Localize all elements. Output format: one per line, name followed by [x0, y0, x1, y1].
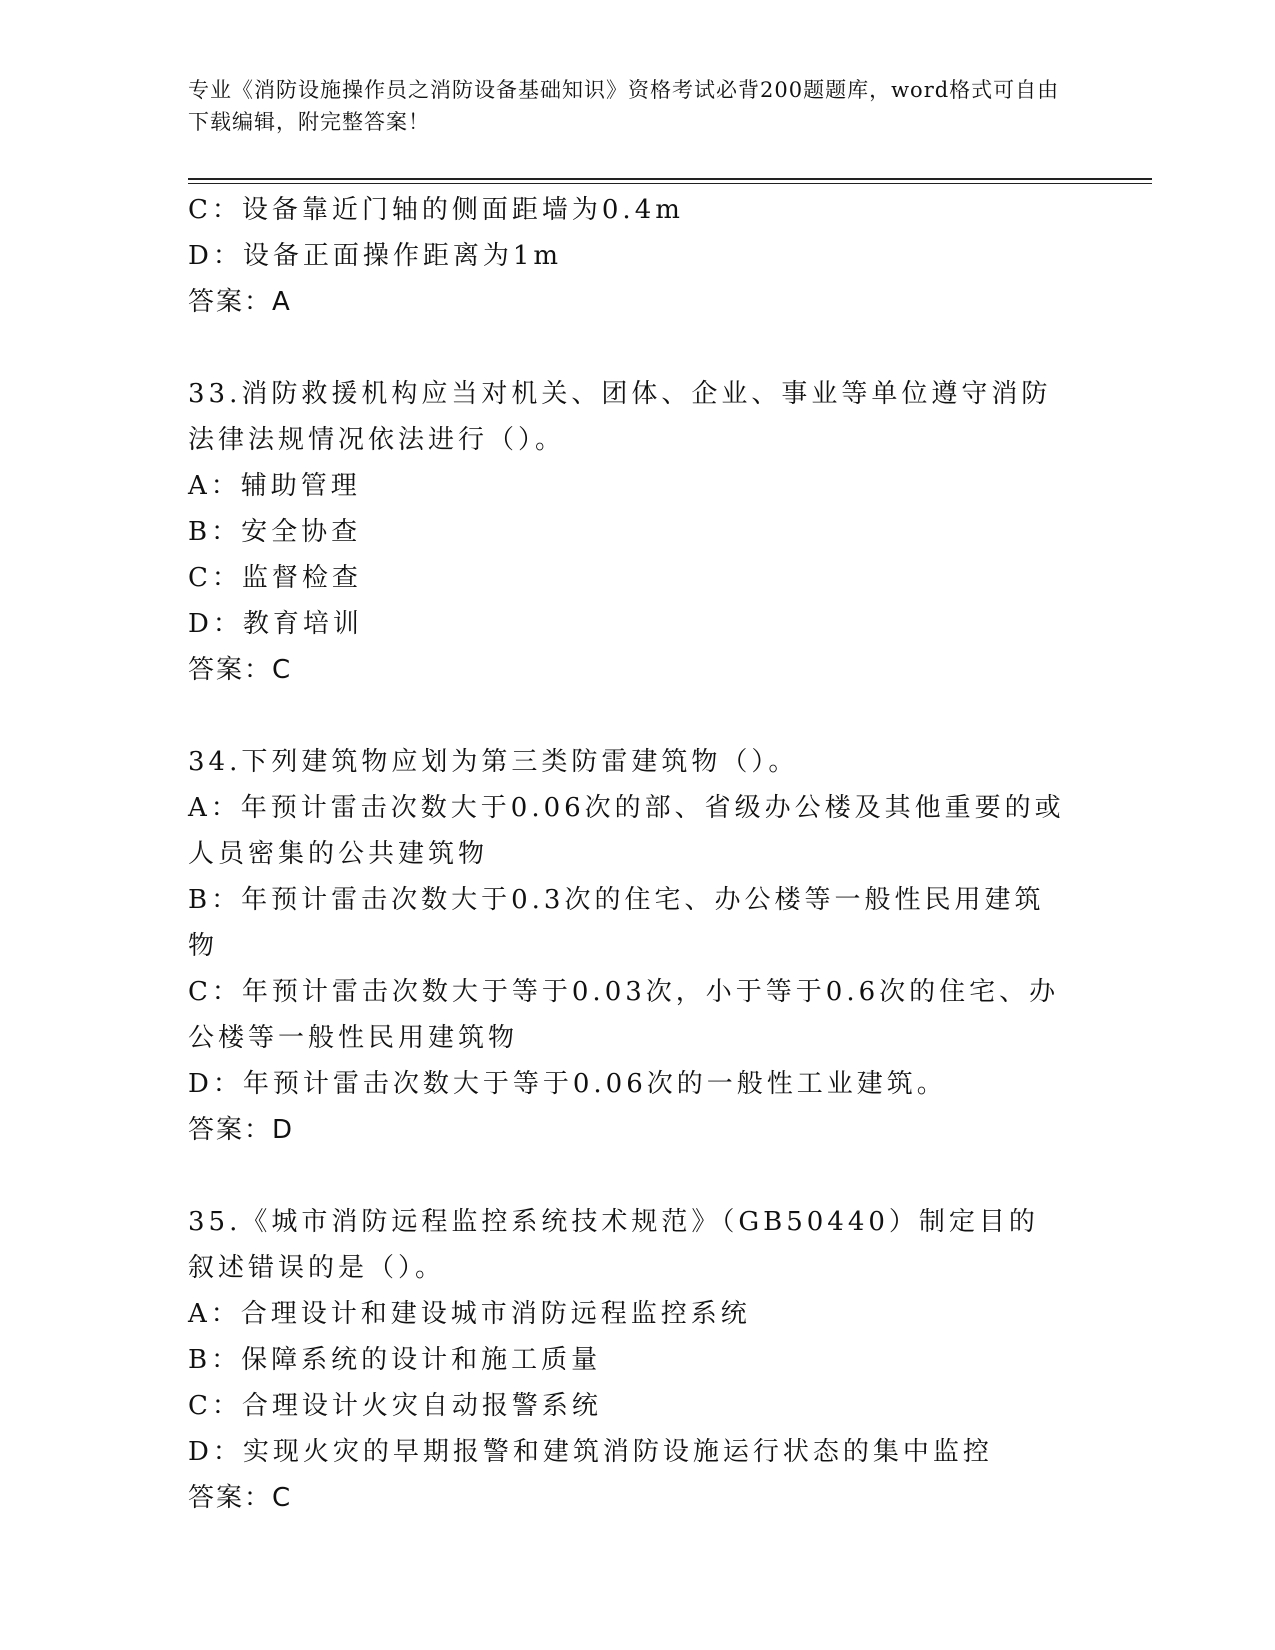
question-spacer	[188, 693, 1068, 739]
question-stem: 33.消防救援机构应当对机关、团体、企业、事业等单位遵守消防法律法规情况依法进行（）。	[188, 379, 1052, 455]
option-a: A：年预计雷击次数大于0.06次的部、省级办公楼及其他重要的或人员密集的公共建筑物	[188, 793, 1065, 869]
answer-line: 答案：A	[188, 287, 292, 317]
option-d: D：年预计雷击次数大于等于0.06次的一般性工业建筑。	[188, 1069, 947, 1099]
header-divider-thick	[188, 178, 1152, 180]
question-34	[188, 739, 1068, 1153]
question-spacer	[188, 1153, 1068, 1199]
option-b: B：安全协查	[188, 517, 362, 547]
question-stem: 34.下列建筑物应划为第三类防雷建筑物（）。	[188, 747, 799, 777]
document-header: 专业《消防设施操作员之消防设备基础知识》资格考试必背200题题库，word格式可自由下载编辑，附完整答案！	[188, 78, 1060, 134]
answer-line: 答案：C	[188, 1483, 293, 1513]
question-content	[188, 187, 1068, 1521]
question-33	[188, 371, 1068, 693]
option-d: D：设备正面操作距离为1m	[188, 241, 563, 271]
option-b: B：保障系统的设计和施工质量	[188, 1345, 602, 1375]
header-divider-thin	[188, 183, 1152, 184]
question-35	[188, 1199, 1068, 1521]
option-d: D：实现火灾的早期报警和建筑消防设施运行状态的集中监控	[188, 1437, 993, 1467]
option-d: D：教育培训	[188, 609, 363, 639]
option-c: C：合理设计火灾自动报警系统	[188, 1391, 602, 1421]
option-a: A：合理设计和建设城市消防远程监控系统	[188, 1299, 751, 1329]
option-c: C：设备靠近门轴的侧面距墙为0.4m	[188, 195, 684, 225]
answer-line: 答案：D	[188, 1115, 295, 1145]
option-c: C：年预计雷击次数大于等于0.03次，小于等于0.6次的住宅、办公楼等一般性民用建筑物	[188, 977, 1060, 1053]
option-b: B：年预计雷击次数大于0.3次的住宅、办公楼等一般性民用建筑物	[188, 885, 1045, 961]
option-c: C：监督检查	[188, 563, 362, 593]
question-spacer	[188, 325, 1068, 371]
question-32-continued	[188, 187, 1068, 325]
question-stem: 35.《城市消防远程监控系统技术规范》（GB50440）制定目的叙述错误的是（）。	[188, 1207, 1039, 1283]
answer-line: 答案：C	[188, 655, 293, 685]
option-a: A：辅助管理	[188, 471, 361, 501]
